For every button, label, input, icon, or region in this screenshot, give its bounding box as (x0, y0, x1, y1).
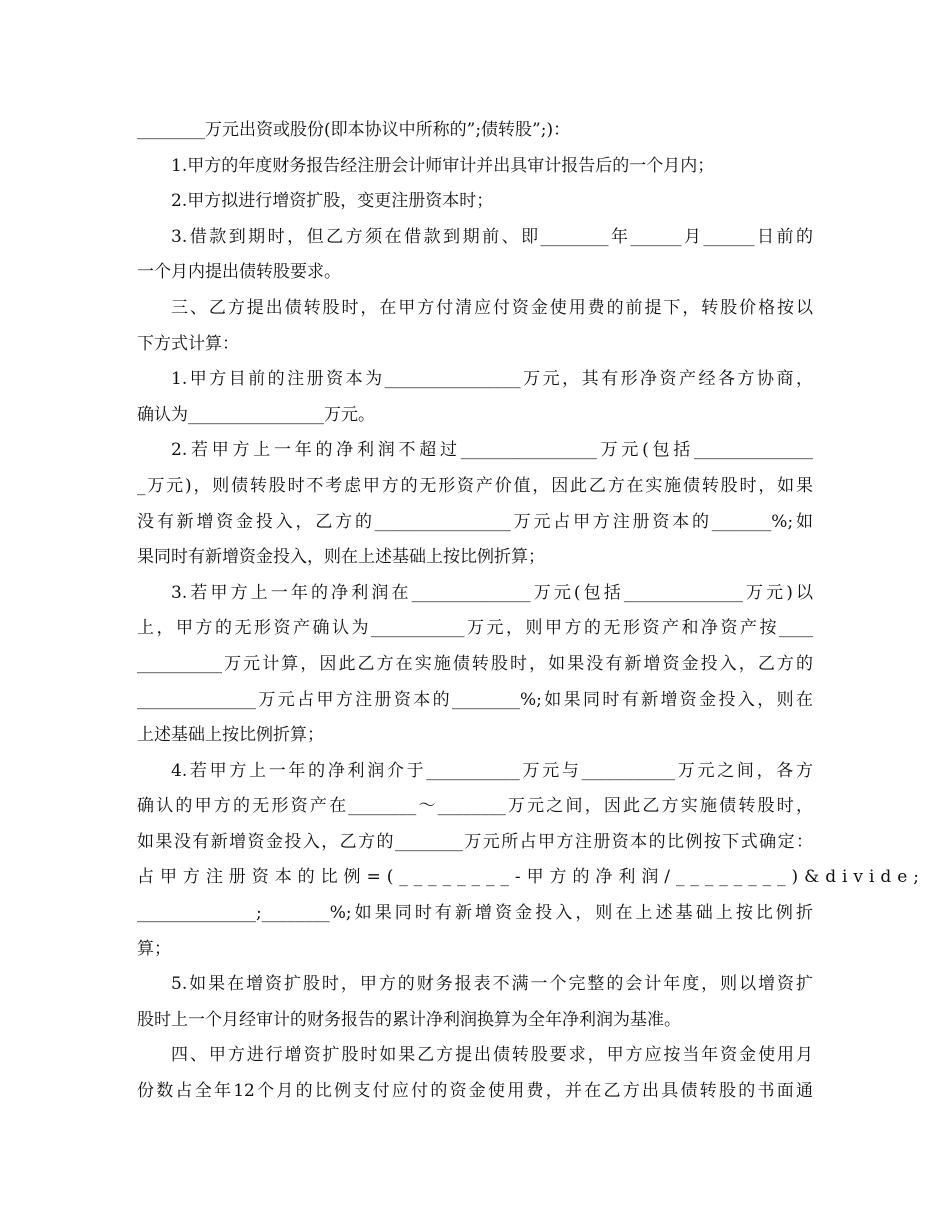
text-line: 没有新增资金投入，乙方的________________万元占甲方注册资本的_______%;如 (137, 511, 813, 532)
text-line: __________万元计算，因此乙方在实施债转股时，如果没有新增资金投入，乙方的 (137, 653, 813, 674)
text-line: 3.若甲方上一年的净利润在______________万元(包括______________万元)以 (171, 582, 813, 603)
text-line: ________万元出资或股份(即本协议中所称的”;债转股”;)： (137, 120, 571, 140)
text-line: 确认为________________万元。 (137, 404, 375, 425)
text-line: 下方式计算： (137, 333, 239, 354)
text-line: ______________;________%;如果同时有新增资金投入，则在上述基础上按比例折 (137, 903, 813, 924)
text-line: 上述基础上按比例折算； (137, 725, 324, 746)
text-line: 股时上一个月经审计的财务报告的累计净利润换算为全年净利润为基准。 (137, 1009, 681, 1030)
text-line: 算； (137, 938, 171, 959)
text-line: 确认的甲方的无形资产在________～________万元之间，因此乙方实施债转股时， (137, 796, 813, 817)
text-line: 如果没有新增资金投入，乙方的________万元所占甲方注册资本的比例按下式确定： (137, 831, 813, 852)
text-line: 3.借款到期时，但乙方须在借款到期前、即________年______月______日前的 (171, 226, 813, 247)
text-line: 一个月内提出债转股要求。 (137, 262, 341, 283)
text-line: 4.若甲方上一年的净利润介于___________万元与___________万元之间，各方 (171, 760, 813, 781)
text-line: 1.甲方的年度财务报告经注册会计师审计并出具审计报告后的一个月内； (171, 155, 715, 176)
text-line: 5.如果在增资扩股时，甲方的财务报表不满一个完整的会计年度，则以增资扩 (171, 974, 813, 995)
text-line: 上，甲方的无形资产确认为___________万元，则甲方的无形资产和净资产按____ (137, 618, 813, 639)
text-line: 三、乙方提出债转股时，在甲方付清应付资金使用费的前提下，转股价格按以 (171, 297, 813, 318)
text-line: _万元)，则债转股时不考虑甲方的无形资产价值，因此乙方在实施债转股时，如果 (137, 475, 813, 496)
text-line: 2.若甲方上一年的净利润不超过________________万元(包括______________ (171, 440, 813, 461)
text-line: 占甲方注册资本的比例=(________-甲方的净利润/________)&divide; (137, 867, 925, 888)
text-line: ______________万元占甲方注册资本的________%;如果同时有新增资金投入，则在 (137, 689, 813, 710)
text-line: 2.甲方拟进行增资扩股，变更注册资本时； (171, 191, 494, 212)
document-page (137, 113, 925, 1110)
text-line: 四、甲方进行增资扩股时如果乙方提出债转股要求，甲方应按当年资金使用月 (171, 1045, 813, 1066)
text-line: 份数占全年12个月的比例支付应付的资金使用费，并在乙方出具债转股的书面通 (137, 1081, 813, 1102)
text-line: 1.甲方目前的注册资本为________________万元，其有形净资产经各方协商， (171, 369, 813, 390)
text-line: 果同时有新增资金投入，则在上述基础上按比例折算； (137, 547, 545, 568)
